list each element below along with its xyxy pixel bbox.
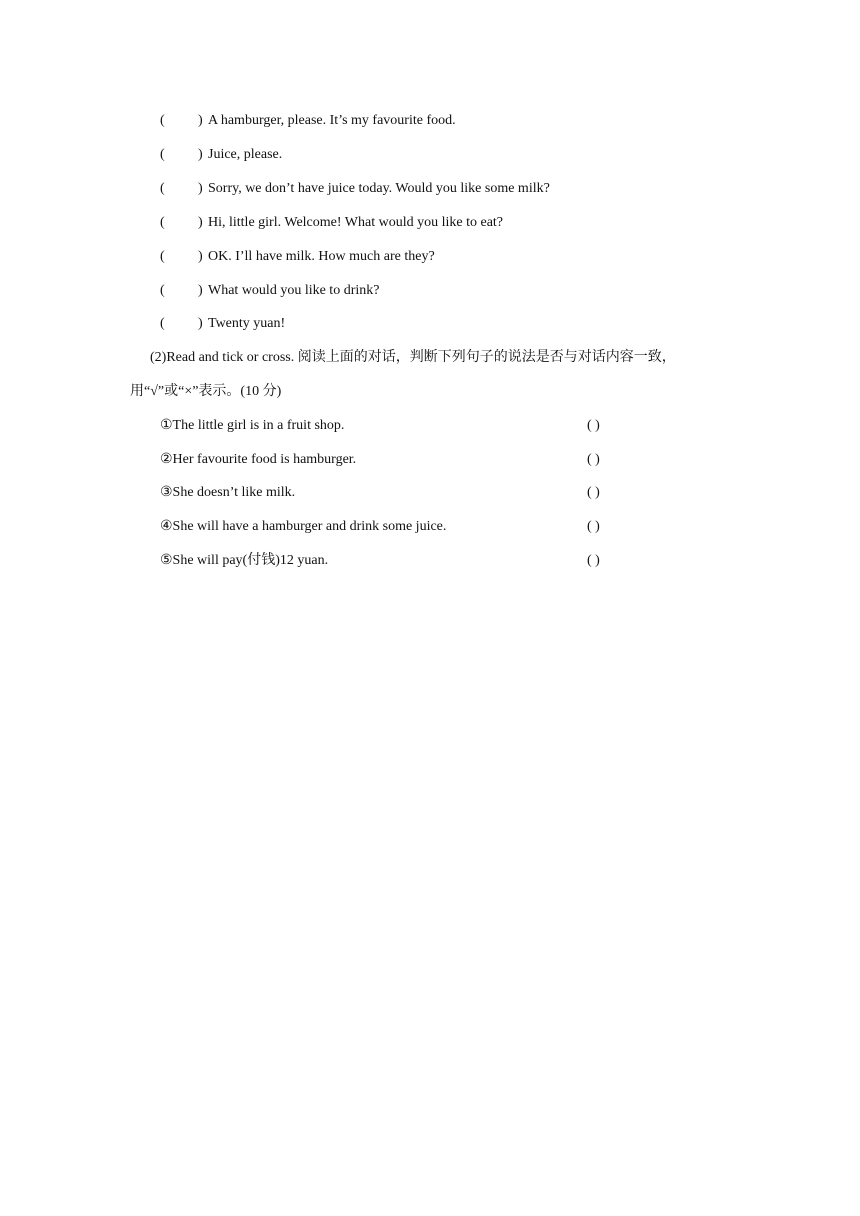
judgment-item [160,417,344,435]
dialogue-item [160,112,456,130]
judgment-text: ⑤She will pay(付钱)12 yuan. [160,553,329,568]
answer-blank[interactable]: ( ) [160,215,203,230]
answer-blank[interactable]: ( ) [160,147,203,162]
judgment-item [160,484,295,502]
judgment-text: ③She doesn’t like milk. [160,485,296,500]
dialogue-text: A hamburger, please. It’s my favourite food. [208,113,456,128]
dialogue-text: Hi, little girl. Welcome! What would you like to eat? [208,215,504,230]
judgment-item [160,518,446,536]
judgment-text: ④She will have a hamburger and drink some juice. [160,519,447,534]
section-number: (2) [150,350,167,365]
judgment-text: ①The little girl is in a fruit shop. [160,418,345,433]
judgment-answer-blank[interactable]: ( ) [587,418,600,433]
dialogue-text: OK. I’ll have milk. How much are they? [208,249,435,264]
dialogue-item [160,180,550,198]
judgment-item [160,552,328,570]
judgment-text: ②Her favourite food is hamburger. [160,452,357,467]
answer-blank[interactable]: ( ) [160,316,203,331]
judgment-answer-blank[interactable]: ( ) [587,553,600,568]
dialogue-item [160,248,435,266]
answer-blank[interactable]: ( ) [160,113,203,128]
judgment-item [160,451,356,469]
dialogue-item [160,214,503,232]
dialogue-text: Juice, please. [208,147,283,162]
dialogue-item [160,315,285,333]
dialogue-item [160,146,282,164]
judgment-answer-blank[interactable]: ( ) [587,519,600,534]
dialogue-item [160,282,379,300]
section-instruction [150,349,676,367]
judgment-answer-blank[interactable]: ( ) [587,452,600,467]
instruction-text: Read and tick or cross. 阅读上面的对话，判断下列句子的说法是否与对话内容一致， [166,350,676,365]
answer-blank[interactable]: ( ) [160,283,203,298]
answer-blank[interactable]: ( ) [160,181,203,196]
instruction-continuation: 用“√”或“×”表示。(10 分) [130,384,282,399]
dialogue-text: Sorry, we don’t have juice today. Would you like some milk? [208,181,550,196]
dialogue-text: Twenty yuan! [208,316,286,331]
answer-blank[interactable]: ( ) [160,249,203,264]
dialogue-text: What would you like to drink? [208,283,380,298]
judgment-answer-blank[interactable]: ( ) [587,485,600,500]
